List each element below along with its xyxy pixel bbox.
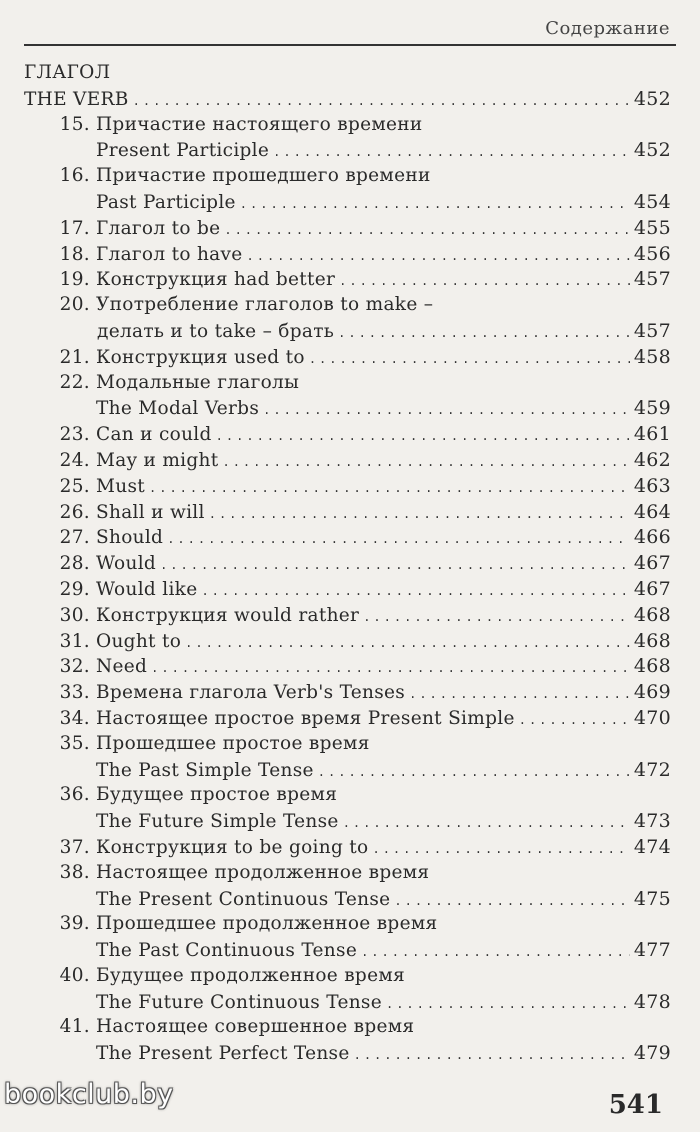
watermark: bookclub.by	[4, 1079, 174, 1110]
table-of-contents	[24, 62, 671, 1068]
entry-title: Ought to	[96, 630, 182, 652]
toc-entry-line	[24, 784, 671, 810]
toc-entry-line	[24, 913, 671, 939]
entry-title: Глагол to be	[96, 217, 221, 239]
entry-number: 15.	[59, 113, 90, 135]
dot-leader	[222, 455, 629, 469]
toc-entry-line	[24, 294, 671, 320]
section-heading	[24, 62, 671, 88]
dot-leader	[372, 842, 629, 856]
entry-number: 34.	[59, 707, 90, 729]
entry-number: 18.	[59, 243, 90, 265]
entry-title: Прошедшее продолженное время	[96, 913, 438, 935]
entry-number: 35.	[59, 732, 90, 754]
dot-leader	[519, 713, 630, 727]
entry-number: 30.	[59, 604, 90, 626]
toc-entry-line	[24, 991, 671, 1017]
page-ref: 467	[633, 552, 671, 575]
dot-leader	[309, 352, 630, 366]
entry-number: 28.	[59, 553, 90, 575]
dot-leader	[361, 945, 630, 959]
dot-leader	[151, 661, 630, 675]
dot-leader	[386, 997, 630, 1011]
toc-entry-line	[24, 604, 671, 630]
entry-title: May и might	[96, 449, 219, 471]
entry-title: Глагол to have	[96, 243, 243, 265]
entry-title: Конструкция used to	[96, 346, 305, 368]
toc-entry-line	[24, 268, 671, 294]
toc-entry-line	[24, 1016, 671, 1042]
entry-title: Would like	[96, 578, 198, 600]
entry-number: 25.	[59, 475, 90, 497]
entry-title: Конструкция would rather	[96, 604, 360, 626]
toc-entry-line	[24, 965, 671, 991]
toc-entry-line	[24, 759, 671, 785]
toc-entry-line	[24, 320, 671, 346]
entry-title: Будущее простое время	[96, 784, 338, 806]
toc-entry-line	[24, 836, 671, 862]
page-ref: 479	[633, 1042, 671, 1065]
dot-leader	[133, 94, 630, 108]
header-rule	[24, 44, 676, 46]
entry-number: 19.	[59, 269, 90, 291]
dot-leader	[339, 274, 630, 288]
entry-title: The Present Perfect Tense	[96, 1043, 350, 1065]
toc-entry-line	[24, 346, 671, 372]
dot-leader	[160, 558, 630, 572]
page-ref: 474	[633, 835, 671, 858]
entry-number: 31.	[59, 630, 90, 652]
entry-title: The Past Continuous Tense	[96, 940, 358, 962]
page-ref: 472	[633, 758, 671, 781]
entry-title: Past Participle	[96, 191, 236, 213]
entry-title: делать и to take – брать	[97, 320, 335, 342]
entry-title: Shall и will	[96, 501, 205, 523]
page-ref: 470	[633, 706, 671, 729]
toc-entry-line	[24, 501, 671, 527]
toc-entry-line	[24, 1042, 671, 1068]
page-ref: 467	[633, 577, 671, 600]
entry-title: The Present Continuous Tense	[96, 888, 391, 910]
entry-number: 32.	[59, 656, 90, 678]
entry-title: Настоящее продолженное время	[96, 861, 430, 883]
entry-number: 40.	[59, 964, 90, 986]
toc-entry-line	[24, 681, 671, 707]
page-ref: 462	[633, 448, 671, 471]
page-ref: 456	[633, 242, 671, 265]
entry-number: 16.	[59, 165, 90, 187]
entry-number: 29.	[59, 578, 90, 600]
toc-entry-line	[24, 733, 671, 759]
entry-number: 41.	[59, 1016, 90, 1038]
entry-number: 37.	[59, 836, 90, 858]
toc-entry-line	[24, 372, 671, 398]
dot-leader	[149, 481, 630, 495]
entry-number: 33.	[59, 682, 90, 704]
entry-title: Настоящее простое время Present Simple	[96, 707, 515, 729]
entry-title: Must	[96, 475, 145, 497]
dot-leader	[209, 507, 630, 521]
entry-number: 23.	[59, 424, 90, 446]
dot-leader	[224, 223, 629, 237]
page-ref: 457	[633, 268, 671, 291]
page-ref: 455	[633, 216, 671, 239]
toc-entry-line	[24, 217, 671, 243]
page-ref: 478	[633, 990, 671, 1013]
entry-title: Should	[96, 527, 164, 549]
toc-entry-line	[24, 939, 671, 965]
toc-entry-line	[24, 114, 671, 140]
entry-number: 22.	[59, 371, 90, 393]
page-ref: 461	[633, 423, 671, 446]
page-ref: 473	[633, 810, 671, 833]
dot-leader	[409, 687, 630, 701]
entry-number: 20.	[59, 294, 90, 316]
entry-number: 24.	[59, 449, 90, 471]
page-ref: 458	[633, 345, 671, 368]
dot-leader	[201, 584, 629, 598]
dot-leader	[343, 816, 630, 830]
page-ref: 457	[633, 319, 671, 342]
toc-entry-line	[24, 578, 671, 604]
toc-entry-line	[24, 655, 671, 681]
page-ref: 477	[633, 939, 671, 962]
entry-title: The Past Simple Tense	[96, 759, 314, 781]
toc-entry-line	[24, 888, 671, 914]
dot-leader	[240, 197, 630, 211]
section-heading-text: ГЛАГОЛ	[24, 62, 111, 83]
toc-entries	[24, 114, 671, 1068]
entry-title: The Future Simple Tense	[96, 811, 339, 833]
entry-title: Модальные глаголы	[96, 371, 300, 393]
dot-leader	[263, 403, 630, 417]
entry-title: Would	[96, 553, 157, 575]
entry-title: The Modal Verbs	[96, 398, 260, 420]
entry-title: The Future Continuous Tense	[96, 991, 382, 1013]
toc-entry-line	[24, 243, 671, 269]
page-ref: 463	[633, 474, 671, 497]
toc-entry-line	[24, 191, 671, 217]
dot-leader	[354, 1048, 630, 1062]
toc-entry-line	[24, 810, 671, 836]
toc-entry-the-verb	[24, 88, 671, 114]
entry-number: 38.	[59, 861, 90, 883]
page-ref: 475	[633, 887, 671, 910]
page-ref: 452	[633, 139, 671, 162]
dot-leader	[273, 145, 630, 159]
entry-title: Need	[96, 656, 148, 678]
toc-entry-line	[24, 526, 671, 552]
page-ref: 468	[633, 603, 671, 626]
page-ref: 468	[633, 655, 671, 678]
entry-title: Причастие настоящего времени	[96, 113, 423, 135]
dot-leader	[318, 765, 630, 779]
entry-title: Употребление глаголов to make –	[96, 294, 434, 316]
dot-leader	[247, 249, 630, 263]
toc-entry-line	[24, 862, 671, 888]
page-ref: 466	[633, 526, 671, 549]
toc-entry-line	[24, 475, 671, 501]
entry-number: 17.	[59, 217, 90, 239]
toc-entry-line	[24, 165, 671, 191]
toc-entry-line	[24, 423, 671, 449]
running-head: Содержание	[545, 18, 670, 39]
dot-leader	[216, 429, 630, 443]
entry-number: 21.	[59, 346, 90, 368]
page-ref: 454	[633, 190, 671, 213]
dot-leader	[363, 610, 630, 624]
entry-title: Будущее продолженное время	[96, 964, 405, 986]
dot-leader	[167, 532, 630, 546]
entry-title: Конструкция had better	[96, 269, 336, 291]
entry-title: Настоящее совершенное время	[96, 1016, 415, 1038]
toc-entry-line	[24, 449, 671, 475]
toc-entry-line	[24, 397, 671, 423]
dot-leader	[394, 894, 629, 908]
page-ref: 464	[633, 500, 671, 523]
entry-number: 39.	[59, 913, 90, 935]
page-number: 541	[608, 1090, 663, 1120]
section-subheading-text: THE VERB	[24, 88, 129, 110]
toc-entry-line	[24, 630, 671, 656]
entry-title: Present Participle	[96, 140, 270, 162]
dot-leader	[338, 326, 630, 340]
entry-title: Времена глагола Verb's Tenses	[96, 682, 406, 704]
page-ref: 459	[633, 397, 671, 420]
entry-title: Причастие прошедшего времени	[96, 165, 431, 187]
entry-title: Can и could	[96, 424, 212, 446]
entry-number: 26.	[59, 501, 90, 523]
page-ref: 452	[633, 87, 671, 110]
entry-title: Конструкция to be going to	[96, 836, 369, 858]
dot-leader	[185, 636, 630, 650]
toc-entry-line	[24, 552, 671, 578]
entry-number: 36.	[59, 784, 90, 806]
entry-number: 27.	[59, 527, 90, 549]
toc-entry-line	[24, 139, 671, 165]
page-ref: 468	[633, 629, 671, 652]
entry-title: Прошедшее простое время	[96, 732, 370, 754]
page-ref: 469	[633, 681, 671, 704]
toc-entry-line	[24, 707, 671, 733]
